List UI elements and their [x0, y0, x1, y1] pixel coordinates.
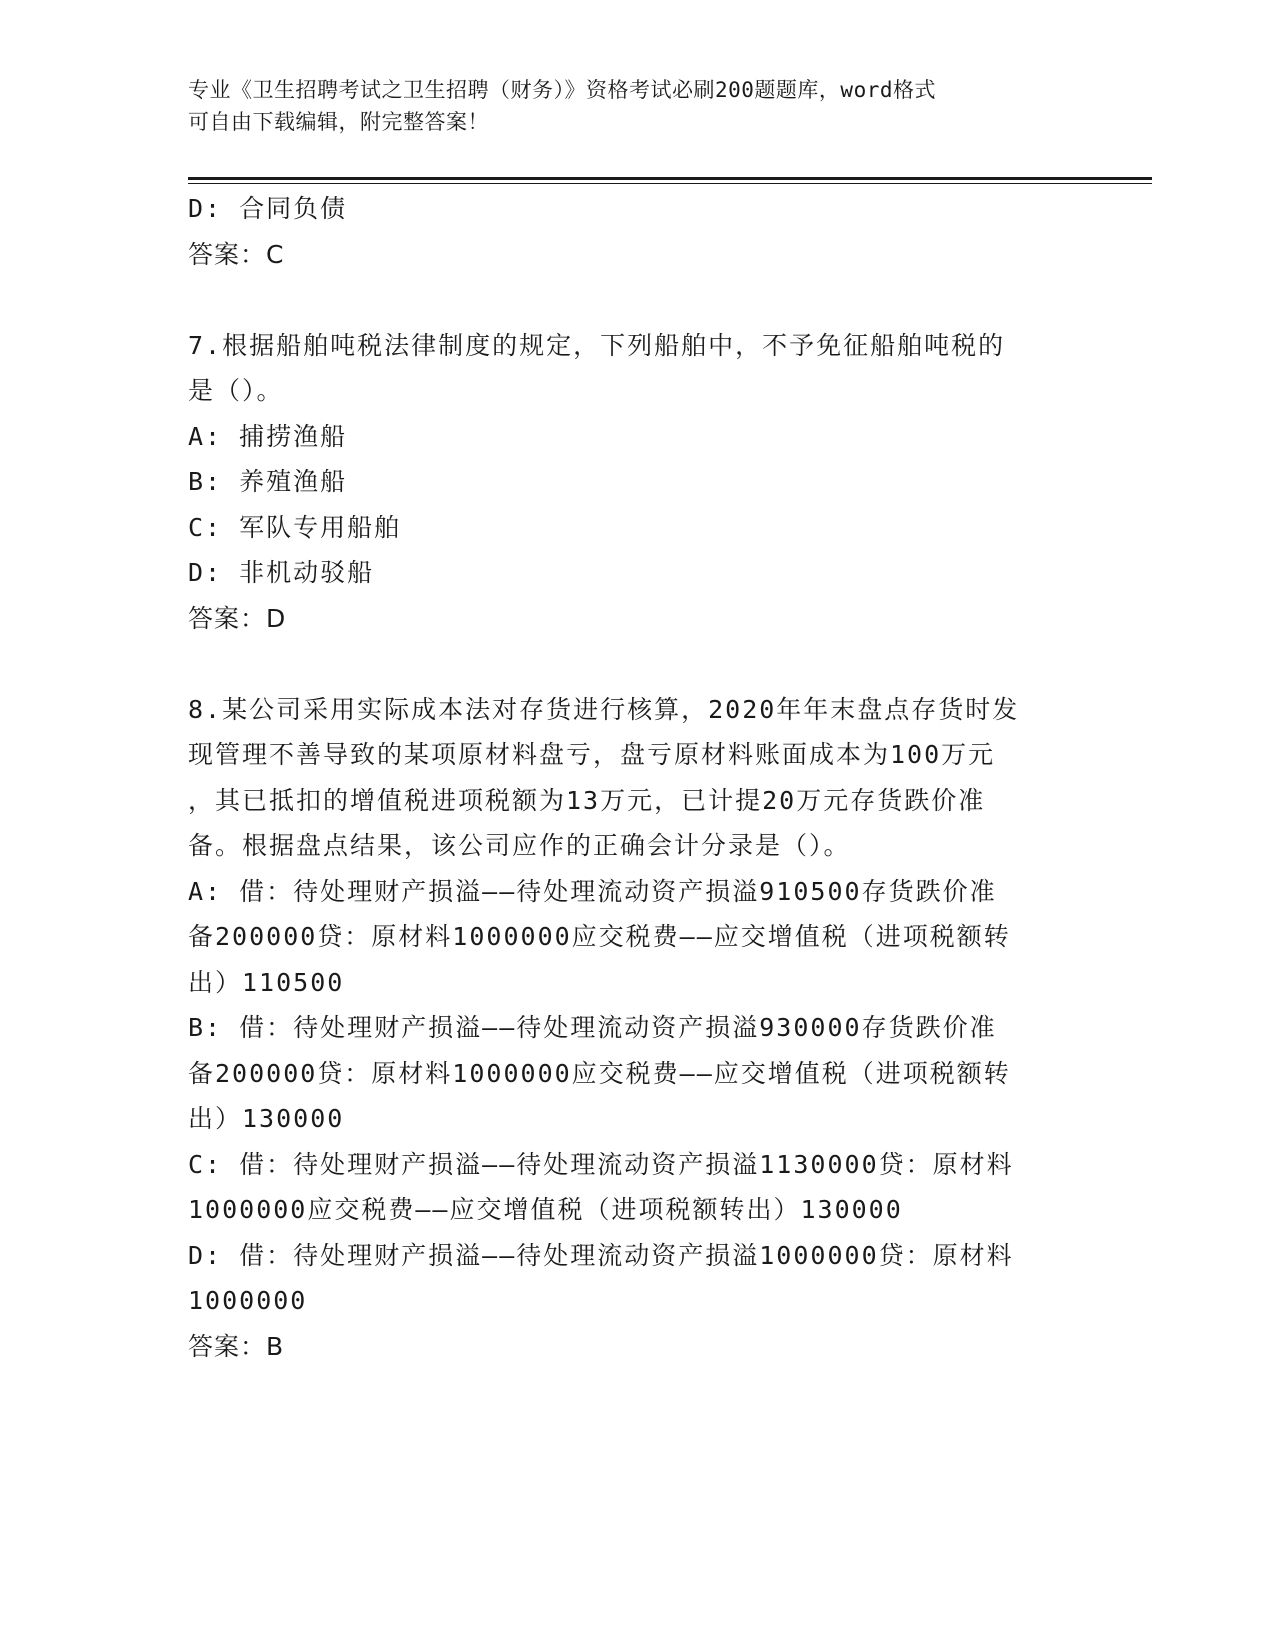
question-stem: ，其已抵扣的增值税进项税额为13万元，已计提20万元存货跌价准	[188, 785, 986, 815]
header-line-2: 可自由下载编辑，附完整答案！	[188, 110, 489, 134]
option-a: A: 捕捞渔船	[188, 421, 348, 451]
option-a: 出）110500	[188, 967, 345, 997]
header-line-1: 专业《卫生招聘考试之卫生招聘（财务）》资格考试必刷200题题库，word格式	[188, 78, 936, 102]
question-6-tail	[188, 186, 1088, 277]
question-stem: 是（）。	[188, 376, 284, 405]
answer: 答案：C	[188, 239, 285, 269]
spacer	[188, 277, 1088, 323]
option-b: 备200000贷：原材料1000000应交税费——应交增值税（进项税额转	[188, 1058, 1011, 1088]
question-stem: 备。根据盘点结果，该公司应作的正确会计分录是（）。	[188, 831, 851, 860]
question-stem: 8.某公司采用实际成本法对存货进行核算，2020年年末盘点存货时发	[188, 694, 1020, 724]
option-c: C: 军队专用船舶	[188, 512, 402, 542]
spacer	[188, 641, 1088, 687]
option-d: 1000000	[188, 1286, 308, 1315]
header-rule-thin	[188, 183, 1152, 184]
document-body	[188, 186, 1088, 1369]
option-d: D: 非机动驳船	[188, 558, 375, 587]
option-a: A: 借：待处理财产损溢——待处理流动资产损溢910500存货跌价准	[188, 876, 997, 906]
question-7	[188, 323, 1088, 642]
option-d: D: 借：待处理财产损溢——待处理流动资产损溢1000000贷：原材料	[188, 1240, 1014, 1270]
option-b: B: 借：待处理财产损溢——待处理流动资产损溢930000存货跌价准	[188, 1013, 997, 1042]
question-stem: 现管理不善导致的某项原材料盘亏，盘亏原材料账面成本为100万元	[188, 740, 996, 769]
header-rule-thick	[188, 177, 1152, 180]
answer: 答案：B	[188, 1331, 285, 1361]
question-8	[188, 687, 1088, 1370]
document-header	[188, 74, 1068, 138]
option-b: B: 养殖渔船	[188, 467, 348, 496]
answer: 答案：D	[188, 603, 287, 633]
option-c: 1000000应交税费——应交增值税（进项税额转出）130000	[188, 1195, 903, 1224]
option-a: 备200000贷：原材料1000000应交税费——应交增值税（进项税额转	[188, 922, 1011, 951]
option-b: 出）130000	[188, 1104, 345, 1133]
option-c: C: 借：待处理财产损溢——待处理流动资产损溢1130000贷：原材料	[188, 1149, 1014, 1179]
option-d: D: 合同负债	[188, 194, 348, 223]
question-stem: 7.根据船舶吨税法律制度的规定，下列船舶中，不予免征船舶吨税的	[188, 330, 1006, 360]
